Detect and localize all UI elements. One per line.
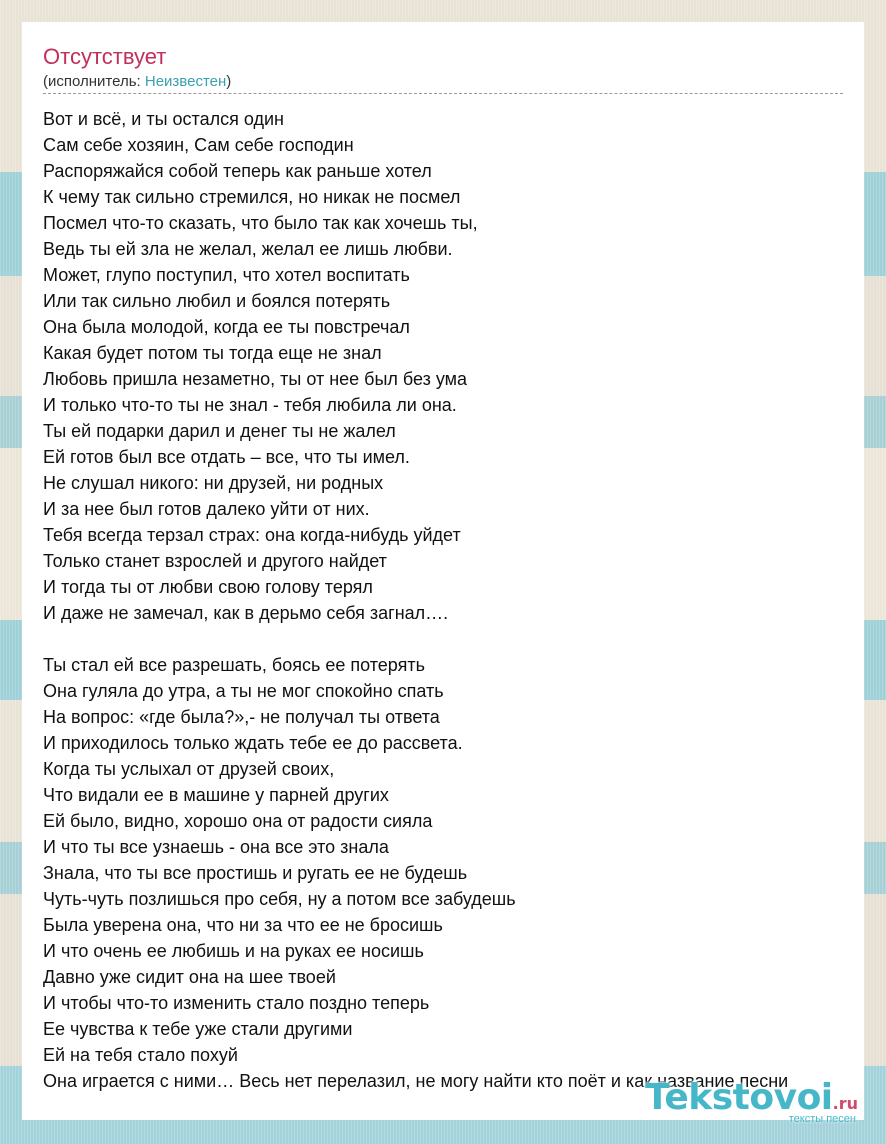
- song-title: Отсутствует: [43, 44, 167, 69]
- lyric-line: Давно уже сидит она на шее твоей: [43, 967, 336, 987]
- lyric-line: И что очень ее любишь и на руках ее носишь: [43, 941, 424, 961]
- lyric-line: Что видали ее в машине у парней других: [43, 785, 389, 805]
- lyric-line: Ей на тебя стало похуй: [43, 1045, 238, 1065]
- lyric-line: На вопрос: «где была?»,- не получал ты ответа: [43, 707, 440, 727]
- site-logo[interactable]: [645, 1077, 858, 1125]
- lyric-line: Какая будет потом ты тогда еще не знал: [43, 343, 382, 363]
- lyric-line: И за нее был готов далеко уйти от них.: [43, 499, 370, 519]
- artist-prefix: (исполнитель:: [43, 73, 145, 90]
- lyric-line: И только что-то ты не знал - тебя любила ли она.: [43, 395, 457, 415]
- lyric-line: Ее чувства к тебе уже стали другими: [43, 1019, 353, 1039]
- lyric-line: Вот и всё, и ты остался один: [43, 109, 284, 129]
- lyric-line: Знала, что ты все простишь и ругать ее не будешь: [43, 863, 468, 883]
- lyric-line: Тебя всегда терзал страх: она когда-нибудь уйдет: [43, 525, 461, 545]
- lyric-line: Только станет взрослей и другого найдет: [43, 551, 387, 571]
- lyric-line: И чтобы что-то изменить стало поздно теперь: [43, 993, 430, 1013]
- lyric-line: И даже не замечал, как в дерьмо себя загнал….: [43, 603, 449, 623]
- verse-break: [43, 626, 864, 652]
- lyric-line: И приходилось только ждать тебе ее до рассвета.: [43, 733, 463, 753]
- lyric-line: К чему так сильно стремился, но никак не посмел: [43, 187, 461, 207]
- lyric-line: Любовь пришла незаметно, ты от нее был без ума: [43, 369, 468, 389]
- logo-tagline: тексты песен: [788, 1113, 856, 1125]
- lyric-line: Ей было, видно, хорошо она от радости сияла: [43, 811, 433, 831]
- lyrics-body: [43, 106, 864, 1094]
- lyric-line: Когда ты услыхал от друзей своих,: [43, 759, 335, 779]
- lyric-line: Она была молодой, когда ее ты повстречал: [43, 317, 410, 337]
- title-divider: [43, 93, 843, 94]
- lyric-line: Может, глупо поступил, что хотел воспитать: [43, 265, 410, 285]
- lyric-line: Или так сильно любил и боялся потерять: [43, 291, 391, 311]
- lyric-line: Не слушал никого: ни друзей, ни родных: [43, 473, 384, 493]
- artist-suffix: ): [226, 73, 232, 90]
- lyric-line: Чуть-чуть позлишься про себя, ну а потом все забудешь: [43, 889, 516, 909]
- lyrics-card: [22, 22, 864, 1120]
- lyric-line: Ведь ты ей зла не желал, желал ее лишь любви.: [43, 239, 453, 259]
- verse-1: [43, 106, 864, 626]
- artist-line: [43, 73, 231, 90]
- lyric-line: Была уверена она, что ни за что ее не бросишь: [43, 915, 443, 935]
- logo-domain-suffix: .ru: [832, 1094, 858, 1113]
- lyric-line: И тогда ты от любви свою голову терял: [43, 577, 373, 597]
- artist-link[interactable]: Неизвестен: [144, 73, 227, 90]
- lyric-line: Ей готов был все отдать – все, что ты имел.: [43, 447, 410, 467]
- lyric-line: Ты ей подарки дарил и денег ты не жалел: [43, 421, 396, 441]
- lyric-line: Ты стал ей все разрешать, боясь ее потерять: [43, 655, 425, 675]
- lyric-line: И что ты все узнаешь - она все это знала: [43, 837, 389, 857]
- verse-2: [43, 652, 864, 1094]
- lyric-line: Она играется с ними… Весь нет перелазил, не могу найти кто поёт и как название песни: [43, 1071, 789, 1091]
- lyric-line: Распоряжайся собой теперь как раньше хотел: [43, 161, 432, 181]
- lyric-line: Сам себе хозяин, Сам себе господин: [43, 135, 354, 155]
- lyric-line: Посмел что-то сказать, что было так как хочешь ты,: [43, 213, 478, 233]
- logo-wordmark: Tekstovoi: [645, 1077, 833, 1118]
- lyric-line: Она гуляла до утра, а ты не мог спокойно спать: [43, 681, 444, 701]
